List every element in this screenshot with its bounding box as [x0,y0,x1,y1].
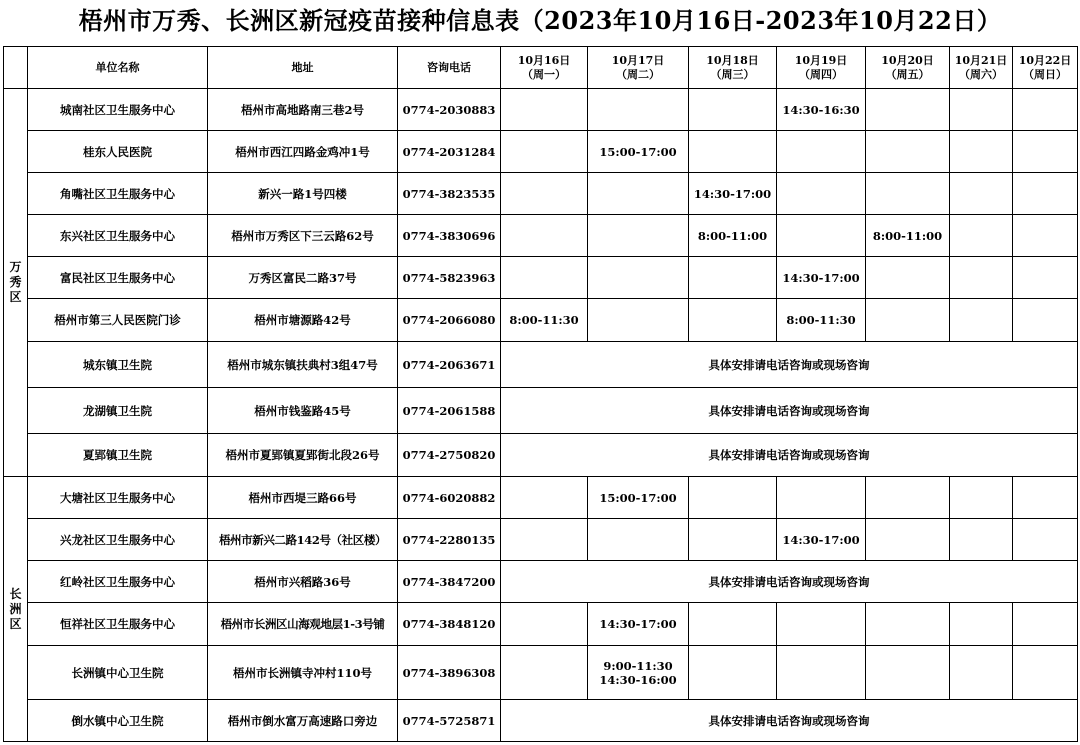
unit-phone: 0774-3823535 [398,173,501,215]
header-day-weekday: （周五） [885,67,930,81]
unit-name: 夏郢镇卫生院 [28,434,208,477]
header-district [4,47,28,89]
header-day-date: 10月21日 [954,53,1008,67]
day-wed: 8:00-11:00 [689,215,777,257]
day-thu: 8:00-11:30 [777,299,866,342]
header-day-weekday: （周日） [1023,67,1067,81]
table-row [4,603,1078,646]
day-thu [777,477,866,519]
day-thu: 14:30-16:30 [777,89,866,131]
header-day-weekday: （周四） [799,67,843,81]
unit-phone: 0774-3848120 [398,603,501,646]
table-row [4,257,1078,299]
unit-phone: 0774-3896308 [398,646,501,700]
day-tue: 15:00-17:00 [588,131,689,173]
day-thu: 14:30-17:00 [777,257,866,299]
day-fri: 8:00-11:00 [866,215,950,257]
day-tue [588,519,689,561]
vaccination-table [3,46,1078,742]
unit-address: 梧州市兴稻路36号 [208,561,398,603]
unit-phone: 0774-2030883 [398,89,501,131]
day-mon [501,477,588,519]
day-sat [950,215,1013,257]
header-day-date: 10月22日 [1018,53,1072,67]
district-char: 区 [9,616,22,631]
unit-address: 梧州市城东镇扶典村3组47号 [208,342,398,388]
day-mon [501,257,588,299]
day-thu [777,603,866,646]
day-thu [777,173,866,215]
district-cell-wanxiu [4,89,28,477]
header-day-weekday: （周三） [710,67,755,81]
day-thu [777,215,866,257]
unit-name: 桂东人民医院 [28,131,208,173]
header-day-date: 10月17日 [611,53,665,67]
day-sat [950,646,1013,700]
table-row [4,215,1078,257]
unit-phone: 0774-2280135 [398,519,501,561]
day-sat [950,257,1013,299]
day-mon [501,131,588,173]
unit-name: 角嘴社区卫生服务中心 [28,173,208,215]
day-fri [866,257,950,299]
day-wed [689,89,777,131]
day-fri [866,519,950,561]
day-sun [1013,519,1078,561]
header-day [950,47,1013,89]
schedule-note: 具体安排请电话咨询或现场咨询 [501,434,1078,477]
day-mon [501,603,588,646]
unit-phone: 0774-2061588 [398,388,501,434]
day-tue [588,89,689,131]
day-thu [777,131,866,173]
header-address: 地址 [208,47,398,89]
unit-name: 恒祥社区卫生服务中心 [28,603,208,646]
day-tue [588,257,689,299]
unit-address: 梧州市长洲镇寺冲村110号 [208,646,398,700]
header-day [588,47,689,89]
schedule-note: 具体安排请电话咨询或现场咨询 [501,342,1078,388]
unit-name: 倒水镇中心卫生院 [28,700,208,742]
schedule-note: 具体安排请电话咨询或现场咨询 [501,700,1078,742]
unit-address: 梧州市夏郢镇夏郢街北段26号 [208,434,398,477]
header-day-date: 10月19日 [794,53,848,67]
table-row [4,434,1078,477]
unit-name: 长洲镇中心卫生院 [28,646,208,700]
day-wed [689,603,777,646]
day-sun [1013,646,1078,700]
unit-name: 红岭社区卫生服务中心 [28,561,208,603]
header-unit: 单位名称 [28,47,208,89]
header-day-date: 10月20日 [881,53,934,67]
unit-phone: 0774-6020882 [398,477,501,519]
time-slot: 14:30-16:00 [599,672,677,687]
unit-phone: 0774-2750820 [398,434,501,477]
day-sat [950,89,1013,131]
day-wed [689,477,777,519]
table-row [4,173,1078,215]
district-char: 万 [9,260,22,274]
table-row [4,342,1078,388]
time-slot: 9:00-11:30 [603,658,673,673]
day-wed [689,519,777,561]
header-day [866,47,950,89]
schedule-note: 具体安排请电话咨询或现场咨询 [501,388,1078,434]
day-mon [501,519,588,561]
unit-address: 梧州市西江四路金鸡冲1号 [208,131,398,173]
day-sat [950,603,1013,646]
table-row [4,561,1078,603]
unit-name: 东兴社区卫生服务中心 [28,215,208,257]
day-tue: 14:30-17:00 [588,603,689,646]
day-sun [1013,215,1078,257]
header-day-weekday: （周六） [959,67,1003,81]
table-row [4,388,1078,434]
header-row [4,47,1078,89]
day-sat [950,131,1013,173]
unit-phone: 0774-2063671 [398,342,501,388]
header-day [689,47,777,89]
day-fri [866,646,950,700]
day-tue [588,646,689,700]
unit-phone: 0774-2031284 [398,131,501,173]
unit-address: 梧州市西堤三路66号 [208,477,398,519]
day-tue [588,173,689,215]
unit-address: 梧州市高地路南三巷2号 [208,89,398,131]
unit-address: 梧州市倒水富万高速路口旁边 [208,700,398,742]
day-wed [689,257,777,299]
header-phone: 咨询电话 [398,47,501,89]
header-day-weekday: （周一） [522,67,566,81]
unit-name: 城东镇卫生院 [28,342,208,388]
header-day [777,47,866,89]
unit-address: 梧州市新兴二路142号（社区楼） [208,519,398,561]
day-fri [866,477,950,519]
unit-name: 兴龙社区卫生服务中心 [28,519,208,561]
table-row [4,700,1078,742]
day-wed [689,646,777,700]
table-row [4,519,1078,561]
day-fri [866,603,950,646]
day-mon [501,215,588,257]
unit-address: 新兴一路1号四楼 [208,173,398,215]
day-sat [950,477,1013,519]
table-row [4,299,1078,342]
day-fri [866,131,950,173]
table-row [4,131,1078,173]
day-sat [950,299,1013,342]
header-day-date: 10月18日 [706,53,759,67]
schedule-note: 具体安排请电话咨询或现场咨询 [501,561,1078,603]
day-mon [501,89,588,131]
unit-address: 梧州市钱鉴路45号 [208,388,398,434]
day-sun [1013,131,1078,173]
day-wed [689,299,777,342]
day-fri [866,173,950,215]
day-sun [1013,89,1078,131]
unit-phone: 0774-2066080 [398,299,501,342]
day-sun [1013,603,1078,646]
header-day [501,47,588,89]
table-row [4,477,1078,519]
page-title: 梧州市万秀、长洲区新冠疫苗接种信息表（2023年10月16日-2023年10月22日） [78,6,1002,35]
day-tue [588,215,689,257]
day-sun [1013,173,1078,215]
unit-name: 城南社区卫生服务中心 [28,89,208,131]
district-char: 长 [9,586,22,601]
day-fri [866,299,950,342]
unit-phone: 0774-5823963 [398,257,501,299]
unit-name: 梧州市第三人民医院门诊 [28,299,208,342]
day-tue [588,299,689,342]
header-day-date: 10月16日 [517,53,571,67]
district-cell-changzhou [4,477,28,742]
district-char: 洲 [9,601,22,616]
district-char: 区 [9,290,22,304]
day-sat [950,173,1013,215]
unit-address: 万秀区富民二路37号 [208,257,398,299]
day-sat [950,519,1013,561]
table-row [4,89,1078,131]
unit-phone: 0774-3847200 [398,561,501,603]
day-thu [777,646,866,700]
unit-name: 大塘社区卫生服务中心 [28,477,208,519]
unit-address: 梧州市塘源路42号 [208,299,398,342]
day-wed [689,131,777,173]
unit-phone: 0774-5725871 [398,700,501,742]
unit-address: 梧州市万秀区下三云路62号 [208,215,398,257]
day-mon [501,173,588,215]
unit-address: 梧州市长洲区山海观地层1-3号铺 [208,603,398,646]
day-wed: 14:30-17:00 [689,173,777,215]
day-thu: 14:30-17:00 [777,519,866,561]
day-mon [501,646,588,700]
unit-name: 龙湖镇卫生院 [28,388,208,434]
day-sun [1013,299,1078,342]
district-char: 秀 [9,275,22,289]
table-row [4,646,1078,700]
header-day-weekday: （周二） [616,67,660,81]
day-sun [1013,257,1078,299]
day-tue: 15:00-17:00 [588,477,689,519]
unit-name: 富民社区卫生服务中心 [28,257,208,299]
day-mon: 8:00-11:30 [501,299,588,342]
unit-phone: 0774-3830696 [398,215,501,257]
header-day [1013,47,1078,89]
day-fri [866,89,950,131]
day-sun [1013,477,1078,519]
